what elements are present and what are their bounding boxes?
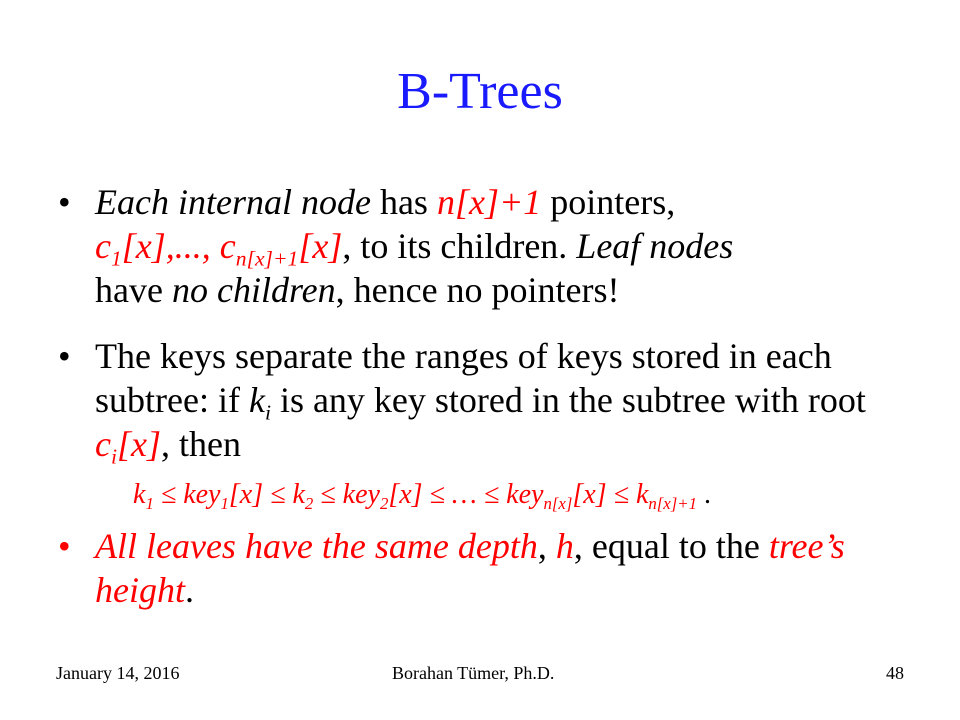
subscript: i [110, 444, 117, 469]
key-ordering-formula [133, 477, 711, 513]
text-fragment: , hence no pointers! [335, 270, 620, 310]
bullet-text [95, 180, 908, 312]
subscript: n[x]+1 [648, 493, 698, 513]
subscript: 2 [379, 493, 389, 513]
footer-date: January 14, 2016 [56, 663, 180, 683]
term-key [248, 380, 271, 425]
text-fragment: [x] ≤ … ≤ key [388, 479, 544, 510]
bullet-leaf-depth [58, 524, 908, 612]
subscript: 1 [145, 493, 154, 513]
bullet-internal-nodes [58, 180, 908, 312]
subscript: i [264, 400, 271, 425]
text-fragment: [x] [298, 226, 343, 266]
term-leaf-nodes: Leaf nodes [576, 226, 734, 266]
subscript: 2 [304, 493, 314, 513]
text-fragment: pointers, [541, 182, 676, 222]
subscript: 1 [220, 493, 229, 513]
text-fragment: have [95, 270, 172, 310]
term-internal-node: Each internal node [95, 182, 371, 222]
text-fragment: , to its children. [342, 226, 577, 266]
subscript: n[x]+1 [235, 246, 299, 271]
text-fragment: The keys separate the ranges of keys stored in each subtree: if [95, 336, 832, 420]
text-fragment: . [184, 570, 194, 610]
text-fragment: , equal to the [573, 526, 769, 566]
text-fragment: c [95, 424, 111, 464]
text-fragment: c [95, 226, 111, 266]
text-fragment: [x] ≤ k [572, 479, 649, 510]
text-fragment: , [537, 526, 556, 566]
term-child-pointers [95, 226, 343, 271]
bullet-text [95, 334, 908, 469]
subscript: n[x] [543, 493, 573, 513]
text-fragment: , then [160, 424, 241, 464]
term-tree-height: tree’s height [95, 526, 845, 610]
subscript: 1 [110, 246, 122, 271]
text-fragment: has [370, 182, 437, 222]
term-h: h [555, 526, 574, 566]
bullet-key-ranges [58, 334, 908, 469]
term-pointer-count: n[x]+1 [436, 182, 542, 222]
bullet-point: • [58, 526, 71, 566]
slide-number: 48 [886, 663, 904, 683]
text-fragment: k [248, 380, 265, 420]
bullet-point: • [58, 182, 71, 222]
text-fragment: ≤ key [313, 479, 380, 510]
text-fragment: [x] [116, 424, 161, 464]
term-no-children: no children [171, 270, 336, 310]
bullet-point: • [58, 336, 71, 376]
slide-title: B-Trees [397, 63, 563, 120]
text-fragment: [x],..., c [121, 226, 236, 266]
text-fragment: ≤ key [153, 479, 221, 510]
footer-author: Borahan Tümer, Ph.D. [392, 663, 555, 683]
text-fragment: [x] ≤ k [228, 479, 305, 510]
text-fragment: . [697, 479, 712, 510]
text-fragment: is any key stored in the subtree with root [270, 380, 866, 420]
term-same-depth: All leaves have the same depth [95, 526, 538, 566]
term-root-pointer [95, 424, 161, 469]
bullet-text [95, 524, 908, 612]
text-fragment: k [133, 479, 146, 510]
